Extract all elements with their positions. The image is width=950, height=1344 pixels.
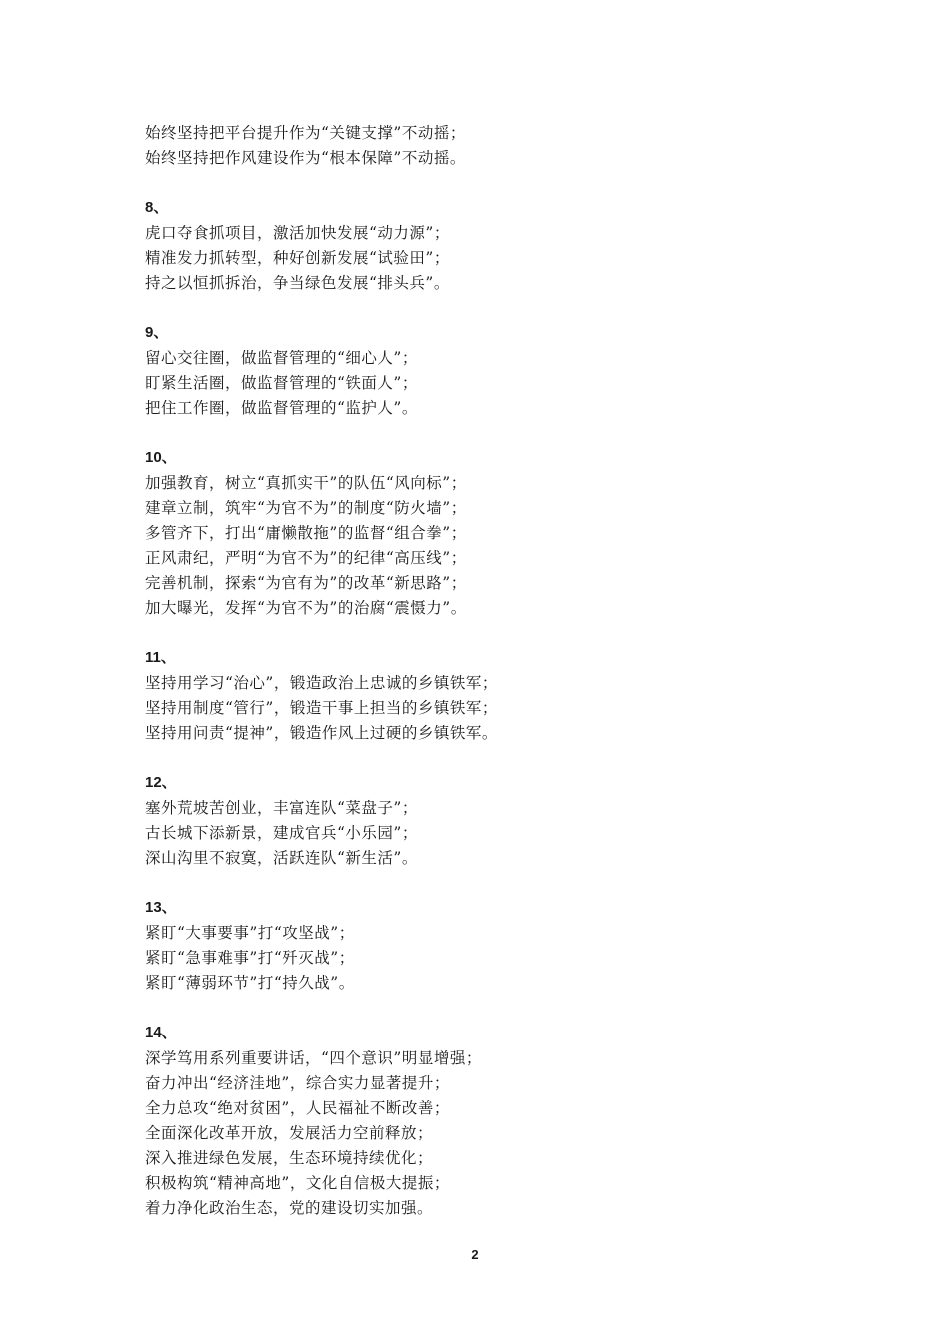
section-13 <box>145 895 865 996</box>
section-line: 塞外荒坡苦创业，丰富连队“菜盘子”； <box>145 799 418 817</box>
section-line: 把住工作圈，做监督管理的“监护人”。 <box>145 399 418 417</box>
intro-line: 始终坚持把平台提升作为“关键支撑”不动摇； <box>145 124 466 142</box>
section-line: 全面深化改革开放，发展活力空前释放； <box>145 1124 434 1142</box>
section-line: 深入推进绿色发展，生态环境持续优化； <box>145 1149 434 1167</box>
section-line: 坚持用问责“提神”，锻造作风上过硬的乡镇铁军。 <box>145 724 498 742</box>
section-line: 正风肃纪，严明“为官不为”的纪律“高压线”； <box>145 549 467 567</box>
section-line: 留心交往圈，做监督管理的“细心人”； <box>145 349 418 367</box>
section-line: 积极构筑“精神高地”，文化自信极大提振； <box>145 1174 450 1192</box>
section-10 <box>145 445 865 621</box>
section-line: 坚持用制度“管行”，锻造干事上担当的乡镇铁军； <box>145 699 498 717</box>
intro-line: 始终坚持把作风建设作为“根本保障”不动摇。 <box>145 149 466 167</box>
section-number: 9、 <box>145 324 169 341</box>
section-11 <box>145 645 865 746</box>
section-line: 精准发力抓转型，种好创新发展“试验田”； <box>145 249 450 267</box>
section-number: 11、 <box>145 649 176 666</box>
section-number: 12、 <box>145 774 177 791</box>
section-9 <box>145 320 865 421</box>
section-line: 虎口夺食抓项目，激活加快发展“动力源”； <box>145 224 450 242</box>
section-line: 奋力冲出“经济洼地”，综合实力显著提升； <box>145 1074 450 1092</box>
section-line: 深山沟里不寂寞，活跃连队“新生活”。 <box>145 849 418 867</box>
section-line: 全力总攻“绝对贫困”，人民福祉不断改善； <box>145 1099 450 1117</box>
section-line: 盯紧生活圈，做监督管理的“铁面人”； <box>145 374 418 392</box>
section-12 <box>145 770 865 871</box>
section-number: 10、 <box>145 449 177 466</box>
section-14 <box>145 1020 865 1221</box>
section-line: 坚持用学习“治心”，锻造政治上忠诚的乡镇铁军； <box>145 674 498 692</box>
section-line: 深学笃用系列重要讲话，“四个意识”明显增强； <box>145 1049 482 1067</box>
section-line: 着力净化政治生态，党的建设切实加强。 <box>145 1199 434 1217</box>
page-number-text: 2 <box>471 1247 479 1262</box>
page-number <box>0 1247 950 1262</box>
section-line: 古长城下添新景，建成官兵“小乐园”； <box>145 824 418 842</box>
section-8 <box>145 195 865 296</box>
section-line: 紧盯“薄弱环节”打“持久战”。 <box>145 974 355 992</box>
section-line: 建章立制，筑牢“为官不为”的制度“防火墙”； <box>145 499 467 517</box>
section-line: 加强教育，树立“真抓实干”的队伍“风向标”； <box>145 474 467 492</box>
section-number: 8、 <box>145 199 169 216</box>
section-number: 13、 <box>145 899 177 916</box>
section-line: 持之以恒抓拆治，争当绿色发展“排头兵”。 <box>145 274 450 292</box>
section-line: 加大曝光，发挥“为官不为”的治腐“震慑力”。 <box>145 599 467 617</box>
intro-block <box>145 121 865 171</box>
section-line: 完善机制，探索“为官有为”的改革“新思路”； <box>145 574 467 592</box>
section-line: 紧盯“大事要事”打“攻坚战”； <box>145 924 355 942</box>
document-body <box>145 121 865 1221</box>
section-line: 紧盯“急事难事”打“歼灭战”； <box>145 949 355 967</box>
section-number: 14、 <box>145 1024 177 1041</box>
section-line: 多管齐下，打出“庸懒散拖”的监督“组合拳”； <box>145 524 467 542</box>
